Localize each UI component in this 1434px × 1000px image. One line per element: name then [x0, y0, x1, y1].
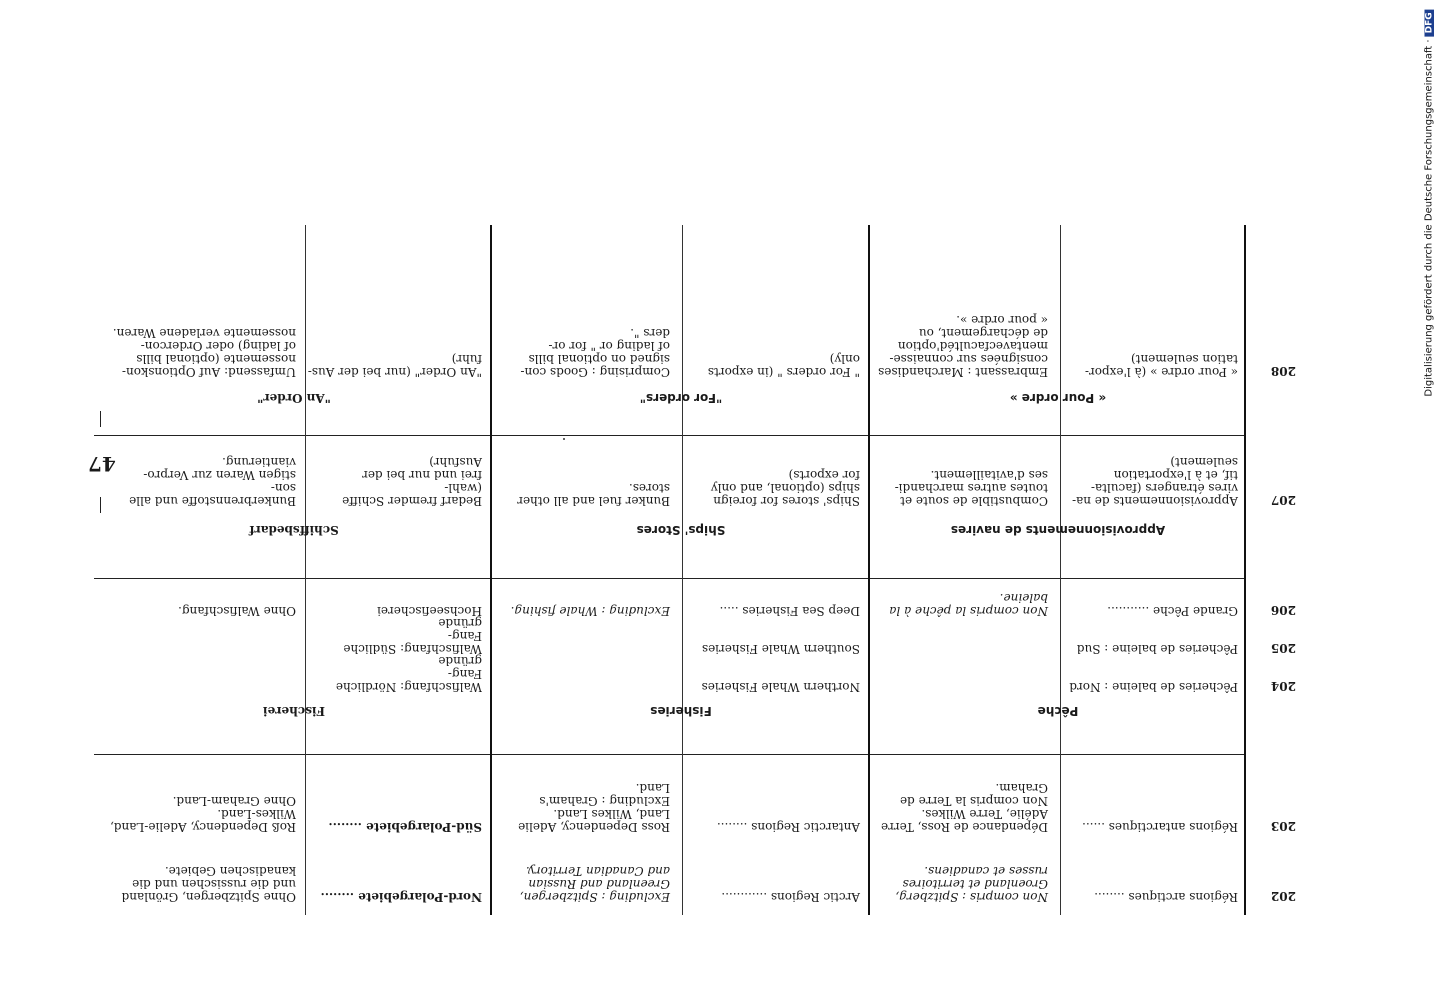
tariff-number: 208	[1270, 364, 1296, 378]
section-header-de: "An Order"	[257, 391, 331, 405]
column-rule	[305, 225, 306, 915]
tariff-number: 204	[1270, 679, 1296, 693]
en-note: Excluding : Spitzbergen, Greenland and Russian and Canadian Territory.	[519, 864, 670, 904]
en-item: Deep Sea Fisheries .....	[719, 604, 860, 618]
de-item: Süd-Polargebiete ........	[328, 820, 482, 834]
column-rule	[682, 225, 683, 915]
column-rule	[490, 225, 492, 915]
fr-item: « Pour ordre » (à l'expor- tation seulement)	[1084, 352, 1238, 379]
fr-note: Embrassant : Marchandises consignées sur connaisse- mentavecfacultéd'option de déchargement, ou « pour ordre ».	[878, 313, 1048, 379]
fr-item: Grande Pêche ...........	[1107, 604, 1238, 618]
en-note: Bunker fuel and all other stores.	[517, 481, 670, 508]
upside-down-table	[95, 225, 1300, 915]
de-item: Bedarf fremder Schiffe (wahl- frei und nur bei der Ausfuhr)	[342, 455, 482, 508]
de-note: Roß Dependency, Adelie-Land, Wilkes-Land. Ohne Graham-Land.	[110, 794, 296, 834]
section-header-en: Ships' Stores	[636, 523, 726, 537]
de-item: Walfischfang: Südliche Fang- gründe	[343, 616, 482, 656]
de-note: Ohne Walfischfang.	[178, 604, 296, 618]
page-number: 47	[88, 452, 116, 476]
digitization-credit	[1422, 10, 1434, 395]
page-number-dash	[100, 411, 101, 427]
tariff-number: 205	[1270, 641, 1296, 655]
fr-note: Non compris : Spitzberg, Groenland et territoires russes et canadiens.	[895, 864, 1048, 904]
section-header-fr: Approvisionnements de navires	[950, 523, 1166, 537]
section-header-en: Fisheries	[650, 704, 712, 718]
column-rule	[1244, 225, 1246, 915]
en-item: " For orders " (in exports only)	[707, 352, 860, 379]
fr-item: Régions antarctiques ......	[1082, 820, 1238, 834]
dfg-logo: DFG	[1425, 9, 1434, 36]
section-header-de: Schiffsbedarf	[249, 523, 339, 537]
de-item: Nord-Polargebiete ........	[320, 890, 482, 904]
en-item: Arctic Regions ............	[721, 890, 860, 904]
tariff-number: 206	[1270, 603, 1296, 617]
en-note: Comprising : Goods con- signed on optional bills of lading or " for or- ders ".	[520, 326, 670, 379]
fr-note: Combustible de soute et toutes autres marchandi- ses d'avitaillement.	[894, 468, 1048, 508]
section-header-en: "For orders"	[639, 391, 723, 405]
en-item: Southern Whale Fisheries	[701, 642, 860, 656]
en-item: Antarctic Regions ........	[716, 820, 860, 834]
page-number-dash	[100, 497, 101, 513]
de-item: "An Order" (nur bei der Aus- fuhr)	[307, 352, 482, 379]
de-item: Walfischfang: Nördliche Fang- gründe	[335, 654, 482, 694]
tariff-number: 202	[1270, 889, 1296, 903]
section-header-fr: « Pour ordre »	[1009, 391, 1107, 405]
credit-text: Digitalisierung gefördert durch die Deutsche Forschungsgemeinschaft ·	[1423, 38, 1434, 397]
fr-item: Pêcheries de baleine : Nord	[1069, 680, 1238, 694]
tariff-number: 207	[1270, 493, 1296, 507]
column-rule	[1060, 225, 1061, 915]
de-note: Bunkerbrennstoffe und alle son- stigen Waren zur Verpro- viantierung.	[129, 455, 296, 508]
de-item: Hochseefischerei	[377, 604, 482, 618]
de-note: Ohne Spitzbergen, Grönland und die russischen und die kanadischen Gebiete.	[121, 864, 296, 904]
de-note: Umfassend: Auf Optionskon- nossemente (optional bills of lading) oder Ordercon- nossemente verladene Waren.	[112, 326, 296, 379]
en-item: Ships' stores for foreign ships (optional, and only for exports)	[710, 468, 860, 508]
en-note: Ross Dependency, Adelie Land, Wilkes Land. Excluding : Graham's Land.	[518, 781, 670, 834]
print-speck	[563, 438, 565, 440]
section-header-fr: Pêche	[1037, 704, 1079, 718]
en-note: Excluding : Whale fishing.	[510, 604, 670, 618]
fr-note: Non compris la pêche à la baleine.	[889, 591, 1048, 618]
en-item: Northern Whale Fisheries	[701, 680, 860, 694]
divider	[94, 435, 1246, 436]
tariff-number: 203	[1270, 819, 1296, 833]
divider	[94, 754, 1246, 755]
section-header-de: Fischerei	[263, 704, 326, 718]
divider	[94, 578, 1246, 579]
fr-item: Pêcheries de baleine : Sud	[1076, 642, 1238, 656]
fr-item: Régions arctiques ........	[1094, 890, 1238, 904]
fr-item: Approvisionnements de na- vires étrangers (faculta- tif, et à l'exportation seulement)	[1072, 455, 1238, 508]
fr-note: Dépendance de Ross, Terre Adélie, Terre Wilkes. Non compris la Terre de Graham.	[881, 781, 1048, 834]
